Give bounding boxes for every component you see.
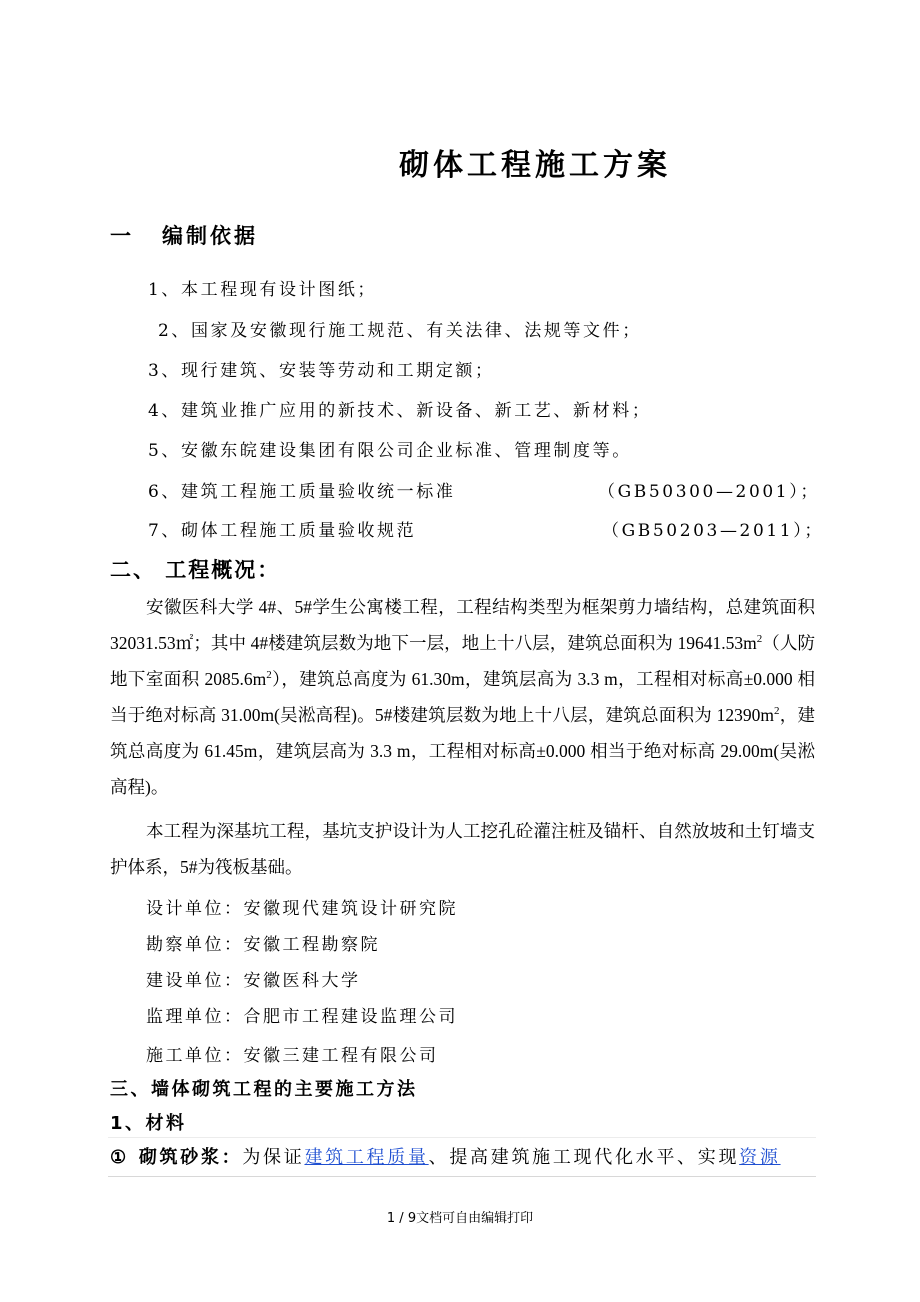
overview-text-a: 安徽医科大学 4#、5#学生公寓楼工程，工程结构类型为框架剪力墙结构，总建筑面积 32031.53㎡；其中 4#楼建筑层数为地下一层，地上十八层，建筑总面积为 19641.53m [110,597,815,653]
page-footer: 1 / 9文档可自由编辑打印 [386,1211,534,1226]
design-unit: 设计单位：安徽现代建筑设计研究院 [146,899,458,919]
basis-item-7: 7、砌体工程施工质量验收规范 [148,521,417,541]
standard-code-7: （GB50203—2011）； [602,521,824,541]
mortar-text-2: 、提高建筑施工现代化水平、实现 [428,1147,740,1168]
section1-title: 编制依据 [162,224,258,248]
basis-item-5: 5、安徽东皖建设集团有限公司企业标准、管理制度等。 [148,441,632,461]
material-mortar-line [110,1143,781,1169]
basis-item-1: 1、本工程现有设计图纸； [148,280,378,300]
document-title: 砌体工程施工方案 [399,148,671,183]
superscript-2: 2 [774,705,780,718]
overview-text-c: ），建筑总高度为 61.30m，建筑层高为 3.3 m，工程相对标高±0.000 相当于绝对标高 31.00m(吴淞高程)。5#楼建筑层数为地上十八层，建筑总面积为 12390m [110,669,815,725]
mortar-text-1: 为保证 [242,1147,305,1168]
section1-heading [110,220,258,250]
circled-number-1: ① [110,1147,129,1168]
overview-paragraph-2: 本工程为深基坑工程，基坑支护设计为人工挖孔砼灌注桩及锚杆、自然放坡和土钉墙支护体系，5#为筏板基础。 [110,821,815,877]
survey-unit: 勘察单位：安徽工程勘察院 [146,935,380,955]
standard-code-6: （GB50300—2001）； [598,482,820,502]
overview-paragraph-1 [110,589,815,805]
contractor-unit: 施工单位：安徽三建工程有限公司 [146,1046,439,1066]
basis-item-6-text: 6、建筑工程施工质量验收统一标准 [148,482,456,502]
superscript-2: 2 [756,633,763,646]
overview-text-d: ，建筑总高度为 61.45m，建筑层高为 3.3 m，工程相对标高±0.000 相当于绝对标高 29.00m(吴淞高程)。 [110,705,816,797]
section3-subheading: 1、材料 [110,1113,187,1134]
basis-item-4: 4、建筑业推广应用的新技术、新设备、新工艺、新材料； [148,401,652,421]
basis-item-2: 2、国家及安徽现行施工规范、有关法律、法规等文件； [158,321,642,341]
link-building-quality[interactable]: 建筑工程质量 [304,1147,429,1168]
construction-owner-unit: 建设单位：安徽医科大学 [146,971,361,991]
basis-item-3: 3、现行建筑、安装等劳动和工期定额； [148,361,495,381]
section1-number: 一 [110,224,134,248]
section2-heading: 二、 工程概况： [110,558,281,582]
overview-text-b: （人防地下室面积 2085.6m [110,633,815,689]
link-resources[interactable]: 资源 [739,1147,781,1168]
mortar-label: 砌筑砂浆： [138,1147,243,1168]
supervision-unit: 监理单位：合肥市工程建设监理公司 [146,1007,458,1027]
basis-item-6 [148,477,455,502]
section3-heading: 三、墙体砌筑工程的主要施工方法 [110,1079,418,1100]
superscript-2: 2 [266,669,272,682]
